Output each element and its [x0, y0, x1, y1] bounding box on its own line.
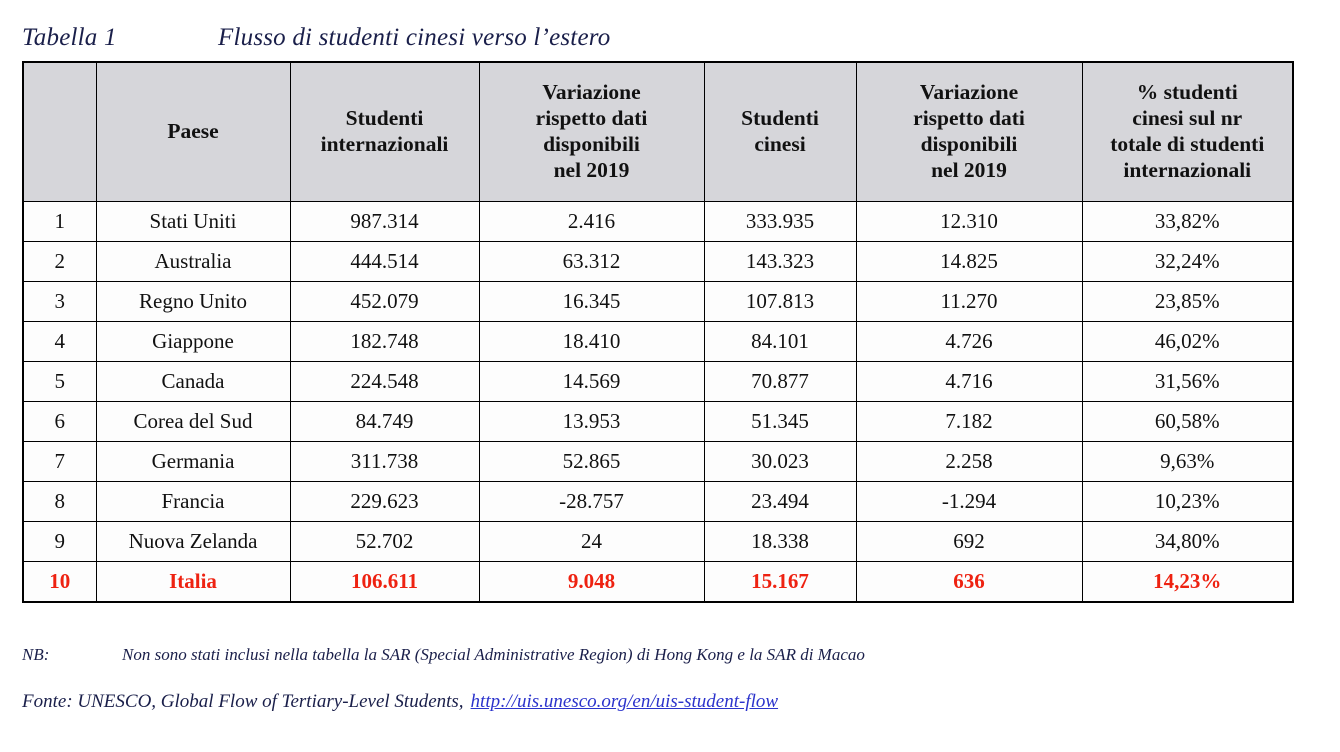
cell-studenti-cinesi: 51.345: [704, 402, 856, 442]
column-header-line: rispetto dati: [913, 106, 1025, 131]
table-header-row: [23, 62, 1293, 202]
table-header: [23, 62, 1293, 202]
cell-paese: Australia: [96, 242, 290, 282]
column-header-blank: [23, 62, 96, 202]
cell-studenti-cinesi: 23.494: [704, 482, 856, 522]
column-header-6: [1082, 62, 1293, 202]
column-header-line: Studenti: [345, 106, 424, 131]
nb-text: Non sono stati inclusi nella tabella la SAR (Special Administrative Region) di Hong Kong e la SAR di Macao: [122, 645, 865, 664]
cell-studenti-cinesi: 30.023: [704, 442, 856, 482]
cell-paese: Canada: [96, 362, 290, 402]
column-header-line: disponibili: [920, 132, 1018, 156]
cell-studenti-cinesi: 18.338: [704, 522, 856, 562]
cell-paese: Giappone: [96, 322, 290, 362]
column-header-line: totale di studenti: [1110, 132, 1265, 156]
cell-idx: 3: [23, 282, 96, 322]
cell-studenti-internazionali: 452.079: [290, 282, 479, 322]
cell-percentuale: 33,82%: [1082, 202, 1293, 242]
cell-percentuale: 31,56%: [1082, 362, 1293, 402]
column-header-line: nel 2019: [553, 157, 630, 182]
source-link[interactable]: http://uis.unesco.org/en/uis-student-flow: [470, 691, 779, 712]
cell-variazione-cinesi: 14.825: [856, 242, 1082, 282]
table-footnotes: [22, 645, 1322, 713]
cell-percentuale: 9,63%: [1082, 442, 1293, 482]
cell-studenti-internazionali: 224.548: [290, 362, 479, 402]
column-header-line: internazionali: [320, 132, 449, 156]
table-row: [23, 202, 1293, 242]
cell-studenti-internazionali: 52.702: [290, 522, 479, 562]
table-row: [23, 322, 1293, 362]
cell-idx: 7: [23, 442, 96, 482]
cell-paese: Francia: [96, 482, 290, 522]
cell-studenti-cinesi: 333.935: [704, 202, 856, 242]
cell-studenti-internazionali: 106.611: [290, 562, 479, 603]
cell-paese: Stati Uniti: [96, 202, 290, 242]
cell-studenti-internazionali: 444.514: [290, 242, 479, 282]
cell-variazione-internazionali: -28.757: [479, 482, 704, 522]
cell-idx: 10: [23, 562, 96, 603]
cell-studenti-cinesi: 84.101: [704, 322, 856, 362]
cell-variazione-internazionali: 13.953: [479, 402, 704, 442]
cell-paese: Italia: [96, 562, 290, 603]
source-text: Fonte: UNESCO, Global Flow of Tertiary-Level Students,: [22, 691, 464, 712]
cell-variazione-cinesi: -1.294: [856, 482, 1082, 522]
column-header-4: [704, 62, 856, 202]
cell-variazione-cinesi: 2.258: [856, 442, 1082, 482]
cell-studenti-cinesi: 143.323: [704, 242, 856, 282]
table-row: [23, 362, 1293, 402]
cell-studenti-internazionali: 311.738: [290, 442, 479, 482]
table-row: [23, 242, 1293, 282]
caption-title: Flusso di studenti cinesi verso l’estero: [218, 24, 611, 51]
cell-variazione-internazionali: 63.312: [479, 242, 704, 282]
data-table-container: [22, 61, 1292, 603]
cell-studenti-cinesi: 15.167: [704, 562, 856, 603]
cell-idx: 1: [23, 202, 96, 242]
cell-percentuale: 34,80%: [1082, 522, 1293, 562]
cell-percentuale: 10,23%: [1082, 482, 1293, 522]
cell-variazione-cinesi: 636: [856, 562, 1082, 603]
cell-studenti-cinesi: 70.877: [704, 362, 856, 402]
cell-studenti-internazionali: 84.749: [290, 402, 479, 442]
cell-idx: 5: [23, 362, 96, 402]
table-row: [23, 402, 1293, 442]
cell-percentuale: 60,58%: [1082, 402, 1293, 442]
student-flow-table: [22, 61, 1294, 603]
source-note: [22, 691, 1322, 713]
column-header-line: cinesi: [754, 132, 806, 156]
column-header-line: nel 2019: [931, 157, 1007, 182]
cell-variazione-cinesi: 4.726: [856, 322, 1082, 362]
table-row: [23, 442, 1293, 482]
column-header-line: cinesi sul nr: [1132, 106, 1243, 131]
cell-paese: Corea del Sud: [96, 402, 290, 442]
cell-percentuale: 32,24%: [1082, 242, 1293, 282]
column-header-1: [96, 62, 290, 202]
cell-idx: 9: [23, 522, 96, 562]
table-body: [23, 202, 1293, 603]
cell-variazione-internazionali: 52.865: [479, 442, 704, 482]
table-row: [23, 482, 1293, 522]
column-header-line: disponibili: [543, 132, 640, 156]
cell-studenti-internazionali: 229.623: [290, 482, 479, 522]
column-header-5: [856, 62, 1082, 202]
cell-variazione-cinesi: 692: [856, 522, 1082, 562]
column-header-3: [479, 62, 704, 202]
nb-note: [22, 645, 1322, 665]
cell-variazione-internazionali: 24: [479, 522, 704, 562]
cell-paese: Nuova Zelanda: [96, 522, 290, 562]
cell-variazione-internazionali: 18.410: [479, 322, 704, 362]
cell-idx: 4: [23, 322, 96, 362]
cell-variazione-cinesi: 4.716: [856, 362, 1082, 402]
cell-percentuale: 14,23%: [1082, 562, 1293, 603]
cell-variazione-cinesi: 7.182: [856, 402, 1082, 442]
cell-idx: 8: [23, 482, 96, 522]
column-header-line: rispetto dati: [535, 106, 648, 131]
column-header-line: Variazione: [542, 80, 641, 105]
cell-variazione-internazionali: 16.345: [479, 282, 704, 322]
cell-variazione-cinesi: 12.310: [856, 202, 1082, 242]
column-header-line: Paese: [167, 119, 219, 144]
cell-percentuale: 46,02%: [1082, 322, 1293, 362]
cell-variazione-internazionali: 14.569: [479, 362, 704, 402]
column-header-line: Variazione: [919, 80, 1019, 105]
cell-variazione-internazionali: 9.048: [479, 562, 704, 603]
caption-label: Tabella 1: [22, 24, 117, 51]
column-header-line: % studenti: [1136, 80, 1238, 105]
column-header-line: internazionali: [1123, 157, 1252, 182]
table-row: [23, 282, 1293, 322]
cell-variazione-internazionali: 2.416: [479, 202, 704, 242]
cell-studenti-internazionali: 182.748: [290, 322, 479, 362]
cell-percentuale: 23,85%: [1082, 282, 1293, 322]
table-row: [23, 562, 1293, 603]
cell-studenti-internazionali: 987.314: [290, 202, 479, 242]
table-caption: [22, 20, 1302, 56]
column-header-2: [290, 62, 479, 202]
cell-idx: 6: [23, 402, 96, 442]
cell-studenti-cinesi: 107.813: [704, 282, 856, 322]
cell-paese: Regno Unito: [96, 282, 290, 322]
table-row: [23, 522, 1293, 562]
cell-variazione-cinesi: 11.270: [856, 282, 1082, 322]
cell-paese: Germania: [96, 442, 290, 482]
cell-idx: 2: [23, 242, 96, 282]
column-header-line: Studenti: [741, 106, 819, 131]
nb-label: NB:: [22, 645, 50, 664]
